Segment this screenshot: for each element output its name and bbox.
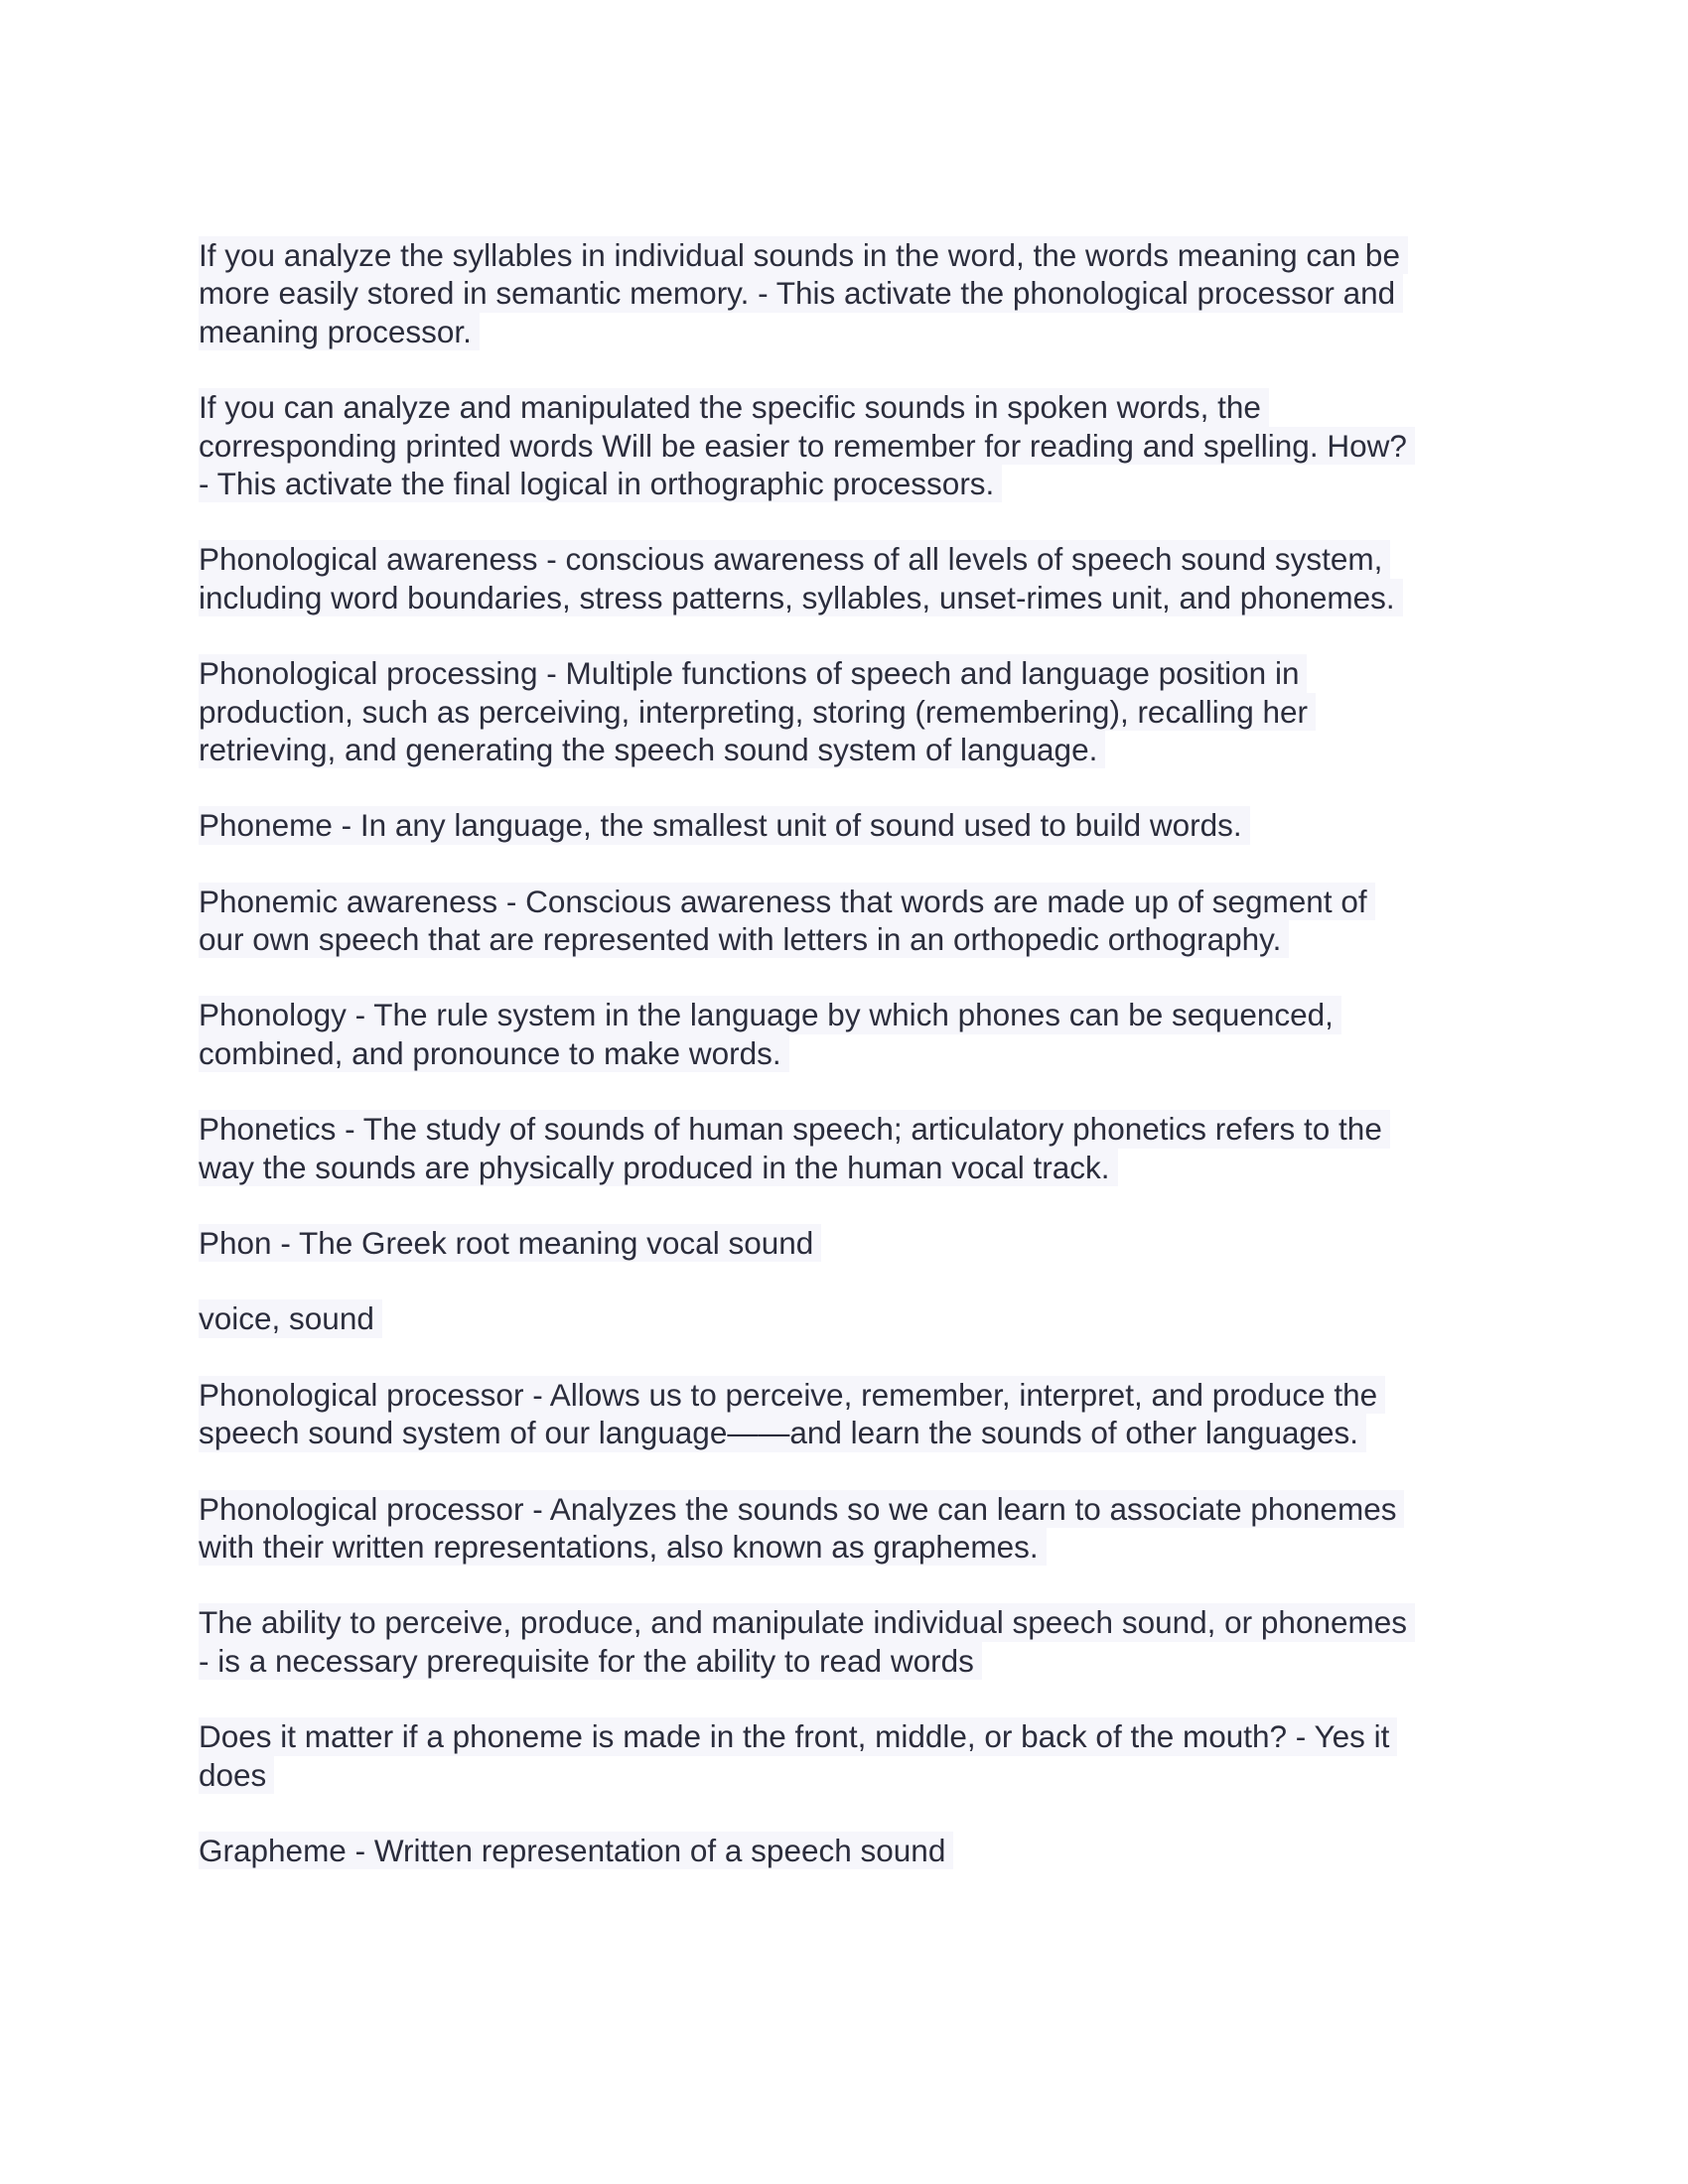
highlighted-text: Phonemic awareness - Conscious awareness that words are made up of segment of (199, 883, 1375, 920)
text-line (199, 693, 1489, 731)
highlighted-text: The ability to perceive, produce, and manipulate individual speech sound, or phonemes (199, 1603, 1415, 1641)
highlighted-text: our own speech that are represented with letters in an orthopedic orthography. (199, 920, 1289, 958)
highlighted-text: speech sound system of our language——and learn the sounds of other languages. (199, 1414, 1366, 1451)
highlighted-text: Phonological processing - Multiple functions of speech and language position in (199, 654, 1307, 692)
paragraph (199, 388, 1489, 502)
paragraph (199, 1110, 1489, 1186)
highlighted-text: Phonological processor - Analyzes the sounds so we can learn to associate phonemes (199, 1490, 1404, 1528)
text-line (199, 1224, 1489, 1262)
text-line (199, 1832, 1489, 1869)
highlighted-text: Does it matter if a phoneme is made in the front, middle, or back of the mouth? - Yes it (199, 1717, 1397, 1755)
highlighted-text: Phonological awareness - conscious awareness of all levels of speech sound system, (199, 540, 1390, 578)
highlighted-text: corresponding printed words Will be easier to remember for reading and spelling. How? (199, 427, 1415, 465)
highlighted-text: - is a necessary prerequisite for the ability to read words (199, 1642, 982, 1680)
highlighted-text: Phonological processor - Allows us to perceive, remember, interpret, and produce the (199, 1376, 1385, 1414)
document-body (199, 236, 1489, 1907)
highlighted-text: meaning processor. (199, 313, 480, 350)
highlighted-text: - This activate the final logical in orthographic processors. (199, 465, 1002, 502)
text-line (199, 1034, 1489, 1072)
paragraph (199, 540, 1489, 616)
text-line (199, 731, 1489, 768)
text-line (199, 1603, 1489, 1641)
text-line (199, 274, 1489, 312)
highlighted-text: Phonetics - The study of sounds of human speech; articulatory phonetics refers to the (199, 1110, 1390, 1148)
text-line (199, 1149, 1489, 1186)
paragraph (199, 1376, 1489, 1452)
paragraph (199, 654, 1489, 768)
paragraph (199, 236, 1489, 350)
highlighted-text: retrieving, and generating the speech sound system of language. (199, 731, 1105, 768)
text-line (199, 1414, 1489, 1451)
paragraph (199, 1603, 1489, 1680)
highlighted-text: way the sounds are physically produced in the human vocal track. (199, 1149, 1118, 1186)
text-line (199, 1528, 1489, 1566)
text-line (199, 1490, 1489, 1528)
text-line (199, 920, 1489, 958)
paragraph (199, 1490, 1489, 1567)
text-line (199, 1299, 1489, 1337)
text-line (199, 806, 1489, 844)
text-line (199, 1642, 1489, 1680)
text-line (199, 1756, 1489, 1794)
highlighted-text: Phonology - The rule system in the language by which phones can be sequenced, (199, 996, 1341, 1033)
text-line (199, 1110, 1489, 1148)
paragraph (199, 1299, 1489, 1337)
highlighted-text: If you analyze the syllables in individual sounds in the word, the words meaning can be (199, 236, 1408, 274)
highlighted-text: Phoneme - In any language, the smallest unit of sound used to build words. (199, 806, 1250, 844)
highlighted-text: does (199, 1756, 274, 1794)
text-line (199, 883, 1489, 920)
text-line (199, 579, 1489, 616)
text-line (199, 465, 1489, 502)
text-line (199, 540, 1489, 578)
paragraph (199, 1717, 1489, 1794)
highlighted-text: more easily stored in semantic memory. - This activate the phonological processor and (199, 274, 1403, 312)
highlighted-text: production, such as perceiving, interpreting, storing (remembering), recalling her (199, 693, 1316, 731)
text-line (199, 313, 1489, 350)
highlighted-text: combined, and pronounce to make words. (199, 1034, 789, 1072)
paragraph (199, 883, 1489, 959)
highlighted-text: with their written representations, also known as graphemes. (199, 1528, 1047, 1566)
highlighted-text: voice, sound (199, 1299, 382, 1337)
text-line (199, 236, 1489, 274)
highlighted-text: including word boundaries, stress patterns, syllables, unset-rimes unit, and phonemes. (199, 579, 1403, 616)
text-line (199, 1376, 1489, 1414)
text-line (199, 427, 1489, 465)
highlighted-text: Phon - The Greek root meaning vocal sound (199, 1224, 821, 1262)
highlighted-text: If you can analyze and manipulated the specific sounds in spoken words, the (199, 388, 1269, 426)
text-line (199, 388, 1489, 426)
paragraph (199, 806, 1489, 844)
paragraph (199, 996, 1489, 1072)
paragraph (199, 1832, 1489, 1869)
text-line (199, 654, 1489, 692)
paragraph (199, 1224, 1489, 1262)
text-line (199, 996, 1489, 1033)
highlighted-text: Grapheme - Written representation of a speech sound (199, 1832, 953, 1869)
text-line (199, 1717, 1489, 1755)
